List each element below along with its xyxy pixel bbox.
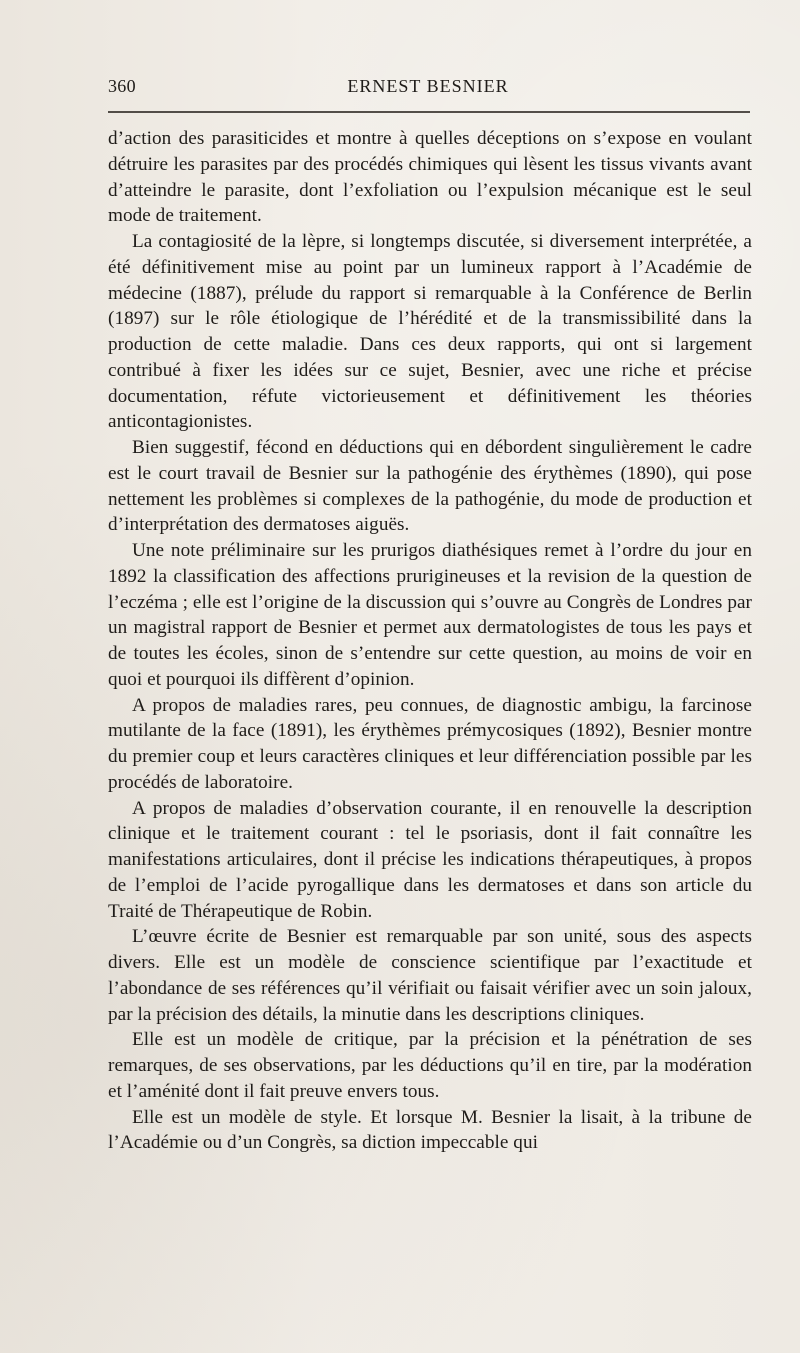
running-title: ERNEST BESNIER <box>347 76 509 96</box>
paragraph-9: Elle est un modèle de style. Et lorsque M. Besnier la lisait, à la tribune de l’Académie ou d’un Congrès, sa diction impeccable qui <box>108 1106 752 1154</box>
paragraph-7: L’œuvre écrite de Besnier est remarquable par son unité, sous des aspects divers. Elle est un modèle de conscience scientifique par l’exactitude et l’abondance de ses références qu’il vérifiait ou faisait vérifier avec un soin jaloux, par la précision des détails, la minutie dans les descriptions cliniques. <box>108 926 752 1025</box>
header-rule <box>108 111 750 113</box>
paragraph-8: Elle est un modèle de critique, par la précision et la pénétration de ses remarques, de ses observations, par les déductions qu’il en tire, par la modération et l’aménité dont il fait preuve envers tous. <box>108 1029 752 1102</box>
body-text <box>108 126 752 1156</box>
paragraph-3: Bien suggestif, fécond en déductions qui en débordent singulièrement le cadre est le court travail de Besnier sur la pathogénie des érythèmes (1890), qui pose nettement les problèmes si complexes de la pathogénie, du mode de production et d’interprétation des dermatoses aiguës. <box>108 437 752 536</box>
paragraph-1: d’action des parasiticides et montre à quelles déceptions on s’expose en voulant détruire les parasites par des procédés chimiques qui lèsent les tissus vivants avant d’atteindre le parasite, dont l’exfoliation ou l’expulsion mécanique est le seul mode de traitement. <box>108 128 752 227</box>
page-header <box>108 76 748 104</box>
paragraph-4: Une note préliminaire sur les prurigos diathésiques remet à l’ordre du jour en 1892 la classification des affections prurigineuses et la revision de la question de l’eczéma ; elle est l’origine de la discussion qui s’ouvre au Congrès de Londres par un magistral rapport de Besnier et permet aux dermatologistes de tous les pays et de toutes les écoles, sinon de s’entendre sur cette question, au moins de voir en quoi et pourquoi ils diffèrent d’opinion. <box>108 540 752 690</box>
paragraph-5: A propos de maladies rares, peu connues, de diagnostic ambigu, la farcinose mutilante de la face (1891), les érythèmes prémycosiques (1892), Besnier montre du premier coup et leurs caractères cliniques et leur différenciation possible par les procédés de laboratoire. <box>108 694 752 793</box>
page-number: 360 <box>108 76 136 96</box>
paragraph-6: A propos de maladies d’observation courante, il en renouvelle la description clinique et le traitement courant : tel le psoriasis, dont il fait connaître les manifestations articulaires, dont il précise les indications thérapeutiques, à propos de l’emploi de l’acide pyrogallique dans les dermatoses et dans son article du Traité de Thérapeutique de Robin. <box>108 797 752 922</box>
paragraph-2: La contagiosité de la lèpre, si longtemps discutée, si diversement interprétée, a été définitivement mise au point par un lumineux rapport à l’Académie de médecine (1887), prélude du rapport si remarquable à la Conférence de Berlin (1897) sur le rôle étiologique de l’hérédité et de la transmissibilité dans la production de cette maladie. Dans ces deux rapports, qui ont si largement contribué à fixer les idées sur ce sujet, Besnier, avec une riche et précise documentation, réfute victorieusement et définitivement les théories anticontagionistes. <box>108 231 752 433</box>
